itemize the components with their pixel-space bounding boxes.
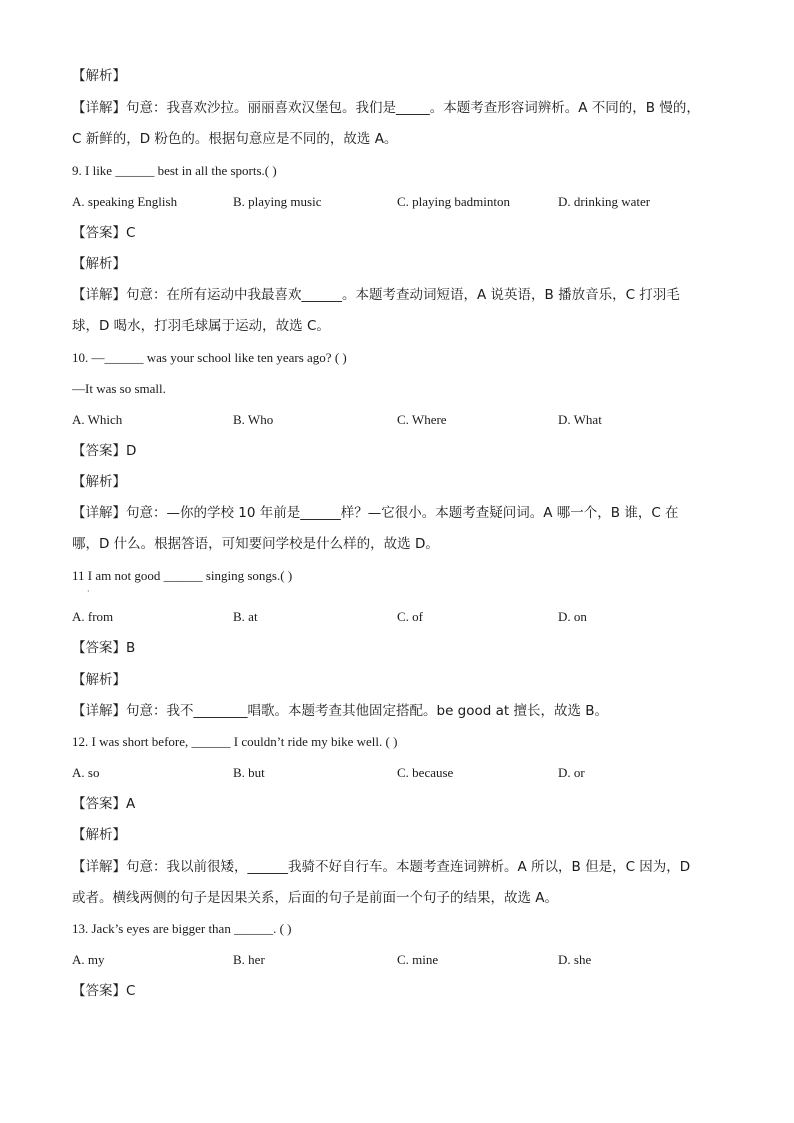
explanation-line: 【详解】句意：我喜欢沙拉。丽丽喜欢汉堡包。我们是_____。本题考查形容词辨析。A 不同的，B 慢的，	[72, 100, 700, 116]
option-b: B. her	[233, 952, 265, 967]
answer-line: 【答案】C	[72, 983, 136, 999]
question-12-options	[72, 763, 722, 783]
question-10-reply: —It was so small.	[72, 381, 166, 396]
explanation-line: 【详解】句意：在所有运动中我最喜欢______。本题考查动词短语，A 说英语，B 播放音乐，C 打羽毛	[72, 287, 680, 303]
question-9: 9. I like ______ best in all the sports.( )	[72, 163, 277, 178]
analysis-heading: 【解析】	[72, 474, 126, 490]
option-a: A. so	[72, 765, 100, 780]
explanation-line: C 新鲜的，D 粉色的。根据句意应是不同的，故选 A。	[72, 131, 398, 147]
answer-line: 【答案】C	[72, 225, 136, 241]
option-b: B. but	[233, 765, 265, 780]
option-a: A. speaking English	[72, 194, 178, 209]
option-d: D. or	[558, 765, 585, 780]
question-13-options	[72, 950, 722, 970]
option-a: A. Which	[72, 412, 123, 427]
explanation-line: 【详解】句意：—你的学校 10 年前是______样？—它很小。本题考查疑问词。A 哪一个，B 谁，C 在	[72, 505, 679, 521]
answer-line: 【答案】D	[72, 443, 137, 459]
option-b: B. Who	[233, 412, 274, 427]
analysis-heading: 【解析】	[72, 68, 126, 84]
explanation-line: 【详解】句意：我以前很矮，______我骑不好自行车。本题考查连词辨析。A 所以，B 但是，C 因为，D	[72, 859, 691, 875]
option-d: D. What	[558, 412, 602, 427]
option-d: D. she	[558, 952, 592, 967]
option-d: D. on	[558, 609, 587, 624]
option-c: C. because	[397, 765, 454, 780]
question-11: 11 I am not good ______ singing songs.( )	[72, 568, 293, 583]
option-b: B. at	[233, 609, 258, 624]
analysis-heading: 【解析】	[72, 256, 126, 272]
option-c: C. mine	[397, 952, 439, 967]
option-a: A. from	[72, 609, 114, 624]
question-10: 10. —______ was your school like ten years ago? ( )	[72, 350, 347, 365]
question-13: 13. Jack’s eyes are bigger than ______. ( )	[72, 921, 292, 936]
question-11-options	[72, 607, 722, 627]
explanation-line: 球，D 喝水，打羽毛球属于运动，故选 C。	[72, 318, 330, 334]
explanation-line: 哪，D 什么。根据答语，可知要问学校是什么样的，故选 D。	[72, 536, 439, 552]
answer-line: 【答案】B	[72, 640, 136, 656]
analysis-heading: 【解析】	[72, 672, 126, 688]
option-b: B. playing music	[233, 194, 322, 209]
option-c: C. of	[397, 609, 423, 624]
option-a: A. my	[72, 952, 105, 967]
option-c: C. playing badminton	[397, 194, 511, 209]
question-11-dot: ·	[87, 587, 90, 596]
analysis-heading: 【解析】	[72, 827, 126, 843]
explanation-line: 【详解】句意：我不________唱歌。本题考查其他固定搭配。be good at 擅长，故选 B。	[72, 703, 609, 719]
answer-line: 【答案】A	[72, 796, 136, 812]
question-10-options	[72, 410, 722, 430]
option-c: C. Where	[397, 412, 447, 427]
explanation-line: 或者。横线两侧的句子是因果关系，后面的句子是前面一个句子的结果，故选 A。	[72, 890, 559, 906]
option-d: D. drinking water	[558, 194, 651, 209]
question-9-options	[72, 192, 722, 212]
question-12: 12. I was short before, ______ I couldn’t ride my bike well. ( )	[72, 734, 398, 749]
